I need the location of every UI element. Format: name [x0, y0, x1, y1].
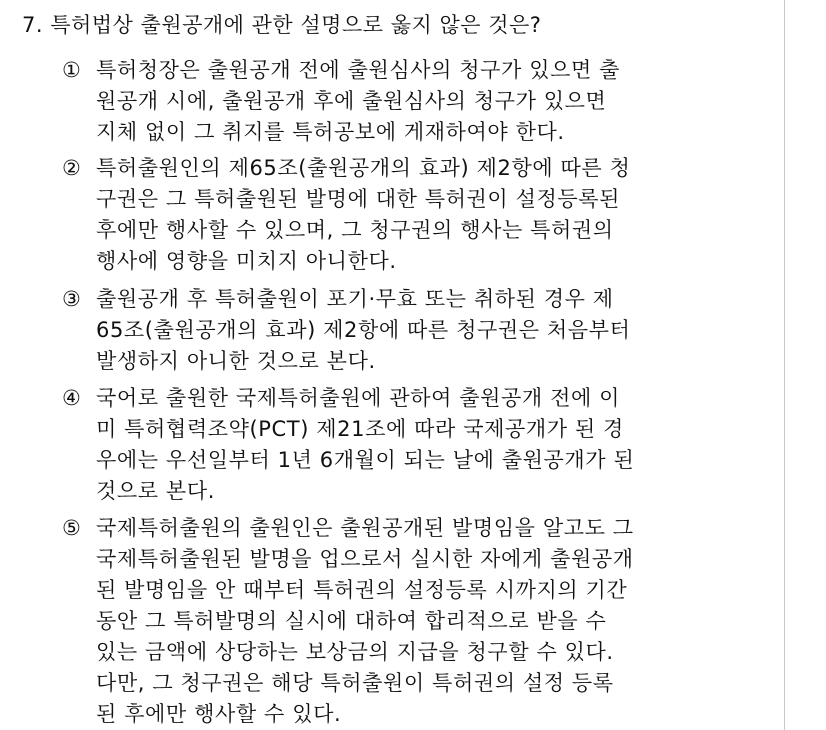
- option-line: 다만, 그 청구권은 해당 특허출원이 특허권의 설정 등록: [96, 671, 614, 695]
- option-line: 있는 금액에 상당하는 보상금의 지급을 청구할 수 있다.: [96, 640, 614, 664]
- option-line: 국제특허출원된 발명을 업으로서 실시한 자에게 출원공개: [96, 547, 634, 571]
- option-line: 미 특허협력조약(PCT) 제21조에 따라 국제공개가 된 경: [96, 417, 624, 441]
- option-1-text: [96, 55, 760, 148]
- option-3-number: ③: [62, 287, 81, 311]
- option-3-text: [96, 284, 760, 377]
- option-2-number: ②: [62, 156, 81, 180]
- option-1-number: ①: [62, 58, 81, 82]
- option-line: 것으로 본다.: [96, 479, 215, 503]
- option-line: 출원공개 후 특허출원이 포기·무효 또는 취하된 경우 제: [96, 287, 614, 311]
- option-line: 국어로 출원한 국제특허출원에 관하여 출원공개 전에 이: [96, 386, 621, 410]
- option-line: 지체 없이 그 취지를 특허공보에 게재하여야 한다.: [96, 120, 565, 144]
- option-line: 우에는 우선일부터 1년 6개월이 되는 날에 출원공개가 된: [96, 448, 635, 472]
- column-divider: [784, 0, 785, 730]
- option-line: 된 발명임을 안 때부터 특허권의 설정등록 시까지의 기간: [96, 578, 628, 602]
- option-5-number: ⑤: [62, 516, 81, 540]
- option-line: 구권은 그 특허출원된 발명에 대한 특허권이 설정등록된: [96, 187, 621, 211]
- option-line: 국제특허출원의 출원인은 출원공개된 발명임을 알고도 그: [96, 516, 634, 540]
- option-line: 후에만 행사할 수 있으며, 그 청구권의 행사는 특허권의: [96, 218, 614, 242]
- option-line: 특허출원인의 제65조(출원공개의 효과) 제2항에 따른 청: [96, 156, 631, 180]
- option-4-number: ④: [62, 386, 81, 410]
- option-line: 발생하지 아니한 것으로 본다.: [96, 349, 376, 373]
- option-line: 된 후에만 행사할 수 있다.: [96, 702, 342, 726]
- option-line: 65조(출원공개의 효과) 제2항에 따른 청구권은 처음부터: [96, 318, 631, 342]
- option-4-text: [96, 383, 760, 507]
- option-line: 동안 그 특허발명의 실시에 대하여 합리적으로 받을 수: [96, 609, 607, 633]
- option-2-text: [96, 153, 760, 277]
- question-stem: 7. 특허법상 출원공개에 관한 설명으로 옳지 않은 것은?: [22, 13, 542, 37]
- option-5-text: [96, 513, 760, 730]
- option-line: 특허청장은 출원공개 전에 출원심사의 청구가 있으면 출: [96, 58, 621, 82]
- option-line: 행사에 영향을 미치지 아니한다.: [96, 249, 397, 273]
- option-line: 원공개 시에, 출원공개 후에 출원심사의 청구가 있으면: [96, 89, 607, 113]
